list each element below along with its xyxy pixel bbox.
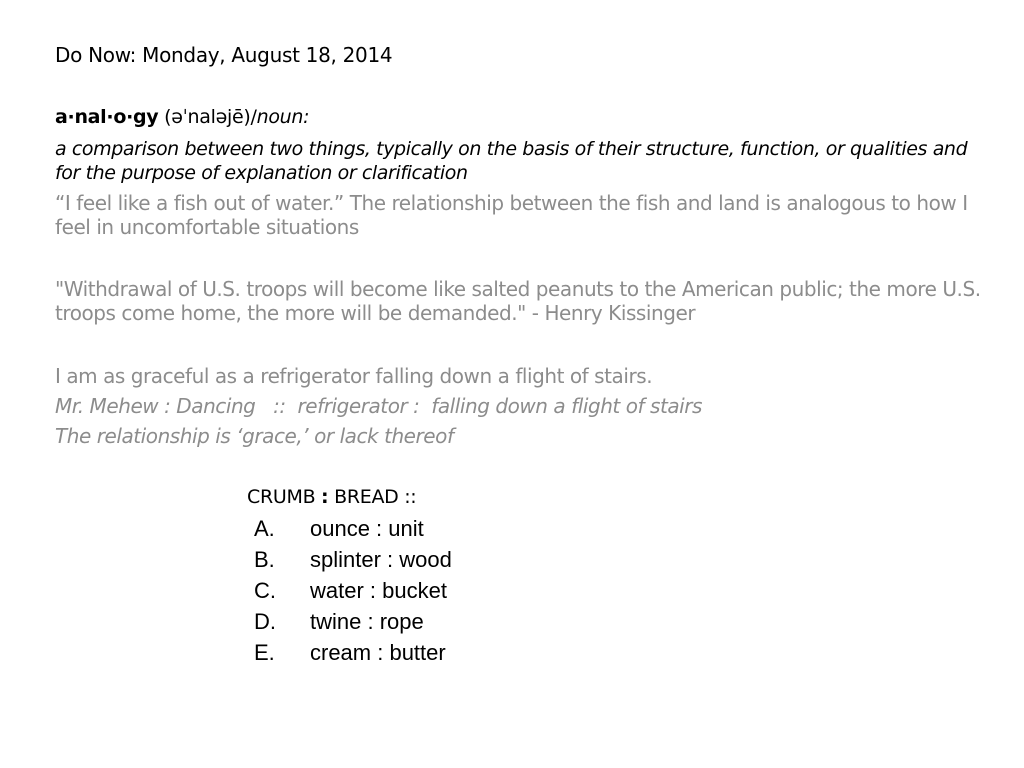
option-c <box>254 576 452 607</box>
option-d <box>254 607 452 638</box>
example-graceful-relationship: The relationship is ‘grace,’ or lack thereof <box>55 424 454 448</box>
page-title: Do Now: Monday, August 18, 2014 <box>55 43 393 67</box>
option-letter: B. <box>254 547 275 572</box>
part-of-speech: noun: <box>256 106 310 128</box>
example-graceful-sentence: I am as graceful as a refrigerator falling down a flight of stairs. <box>55 364 653 388</box>
option-e <box>254 638 452 669</box>
definition-heading <box>55 106 309 128</box>
option-letter: D. <box>254 609 276 634</box>
example-kissinger: "Withdrawal of U.S. troops will become like salted peanuts to the American public; the more U.S. troops come home, the more will be demanded." - Henry Kissinger <box>55 277 981 325</box>
example-graceful-analogy: Mr. Mehew : Dancing :: refrigerator : falling down a flight of stairs <box>55 394 703 418</box>
option-text: splinter : wood <box>310 547 452 572</box>
option-a <box>254 514 452 545</box>
answer-options <box>254 514 452 669</box>
option-text: ounce : unit <box>310 516 424 541</box>
option-text: water : bucket <box>310 578 447 603</box>
definition-text: a comparison between two things, typically on the basis of their structure, function, or qualities and for the purpose of explanation or clarification <box>55 138 968 184</box>
option-text: twine : rope <box>310 609 424 634</box>
option-letter: C. <box>254 578 276 603</box>
example-graceful <box>55 364 1005 454</box>
option-b <box>254 545 452 576</box>
question-right: BREAD :: <box>328 486 417 508</box>
question-colon: : <box>321 486 329 508</box>
question-left: CRUMB <box>247 486 322 508</box>
example-fish: “I feel like a fish out of water.” The relationship between the fish and land is analogous to how I feel in uncomfortable situations <box>55 191 968 239</box>
pronunciation: (əˈnaləjē)/ <box>158 106 257 128</box>
option-letter: E. <box>254 640 275 665</box>
option-text: cream : butter <box>310 640 446 665</box>
definition-word: a·nal·o·gy <box>55 106 159 128</box>
analogy-question <box>247 486 416 508</box>
option-letter: A. <box>254 516 275 541</box>
